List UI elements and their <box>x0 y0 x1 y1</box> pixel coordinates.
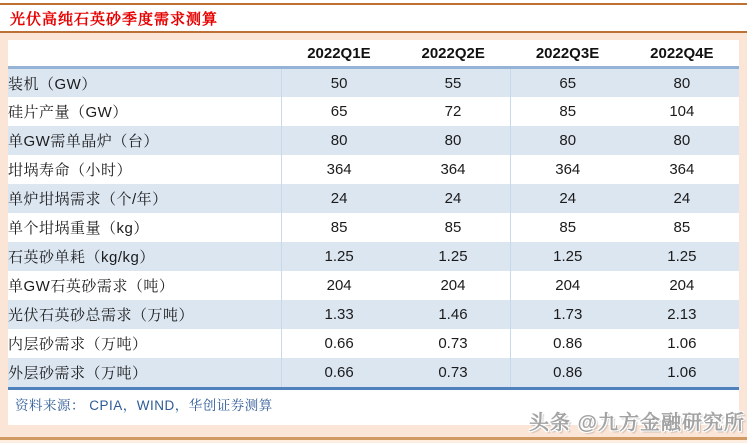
cell-value: 65 <box>282 97 396 126</box>
column-header: 2022Q4E <box>625 40 739 68</box>
row-label: 石英砂单耗（kg/kg） <box>8 249 155 266</box>
cell-value: 364 <box>669 161 695 178</box>
row-label: 装机（GW） <box>8 75 97 93</box>
cell-value: 364 <box>282 155 396 184</box>
table-row <box>8 184 739 213</box>
row-label: 光伏石英砂总需求（万吨） <box>8 307 195 324</box>
table-row <box>8 68 739 98</box>
cell-value: 85 <box>282 213 396 242</box>
cell-value: 2.13 <box>667 306 697 323</box>
cell-value: 55 <box>444 74 462 92</box>
table-row <box>8 271 739 300</box>
row-label: 外层砂需求（万吨） <box>8 365 148 382</box>
row-label: 坩埚寿命（小时） <box>8 162 133 179</box>
cell-value: 1.25 <box>438 248 468 265</box>
cell-value: 24 <box>510 184 624 213</box>
table-row <box>8 358 739 387</box>
header-empty-cell <box>8 40 282 68</box>
cell-value: 24 <box>444 190 462 207</box>
quartz-demand-table <box>8 40 739 425</box>
column-header: 2022Q3E <box>510 40 624 68</box>
cell-value: 24 <box>282 184 396 213</box>
cell-value: 80 <box>673 132 691 149</box>
table-row <box>8 155 739 184</box>
cell-value: 0.66 <box>282 329 396 358</box>
cell-value: 204 <box>669 277 695 294</box>
cell-value: 85 <box>673 219 691 236</box>
cell-value: 1.06 <box>667 364 697 381</box>
cell-value: 204 <box>510 271 624 300</box>
cell-value: 0.66 <box>282 358 396 387</box>
table-row <box>8 126 739 155</box>
cell-value: 1.25 <box>510 242 624 271</box>
cell-value: 1.25 <box>282 242 396 271</box>
cell-value: 0.73 <box>438 364 468 381</box>
data-table <box>8 40 739 387</box>
row-label: 单GW石英砂需求（吨） <box>8 278 175 295</box>
row-label: 硅片产量（GW） <box>8 104 128 121</box>
cell-value: 80 <box>444 132 462 149</box>
table-title: 光伏高纯石英砂季度需求测算 <box>10 10 219 28</box>
table-row <box>8 300 739 329</box>
column-header: 2022Q1E <box>282 40 396 68</box>
row-label: 单个坩埚重量（kg） <box>8 220 149 237</box>
cell-value: 1.46 <box>438 306 468 323</box>
row-label: 单GW需单晶炉（台） <box>8 133 159 150</box>
cell-value: 1.25 <box>667 248 697 265</box>
cell-value: 204 <box>440 277 466 294</box>
table-row <box>8 213 739 242</box>
table-row <box>8 242 739 271</box>
cell-value: 1.73 <box>510 300 624 329</box>
cell-value: 80 <box>510 126 624 155</box>
cell-value: 80 <box>282 126 396 155</box>
cell-value: 364 <box>510 155 624 184</box>
cell-value: 85 <box>510 213 624 242</box>
cell-value: 364 <box>440 161 466 178</box>
table-title-bar <box>0 3 747 33</box>
table-row <box>8 329 739 358</box>
column-header: 2022Q2E <box>396 40 510 68</box>
cell-value: 80 <box>673 74 691 92</box>
cell-value: 1.06 <box>667 335 697 352</box>
row-label: 单炉坩埚需求（个/年） <box>8 191 168 208</box>
table-row <box>8 97 739 126</box>
cell-value: 24 <box>673 190 691 207</box>
cell-value: 0.73 <box>438 335 468 352</box>
cell-value: 0.86 <box>510 358 624 387</box>
cell-value: 85 <box>444 219 462 236</box>
header-row <box>8 40 739 68</box>
toutiao-watermark: 头条 @九方金融研究所 <box>528 412 745 434</box>
cell-value: 72 <box>444 103 462 120</box>
cell-value: 104 <box>669 103 695 120</box>
cell-value: 204 <box>282 271 396 300</box>
row-label: 内层砂需求（万吨） <box>8 336 148 353</box>
cell-value: 1.33 <box>282 300 396 329</box>
cell-value: 0.86 <box>510 329 624 358</box>
cell-value: 85 <box>510 97 624 126</box>
cell-value: 50 <box>282 68 396 98</box>
cell-value: 65 <box>510 68 624 98</box>
data-source-note: 资料来源： CPIA，WIND，华创证券测算 <box>8 387 739 418</box>
